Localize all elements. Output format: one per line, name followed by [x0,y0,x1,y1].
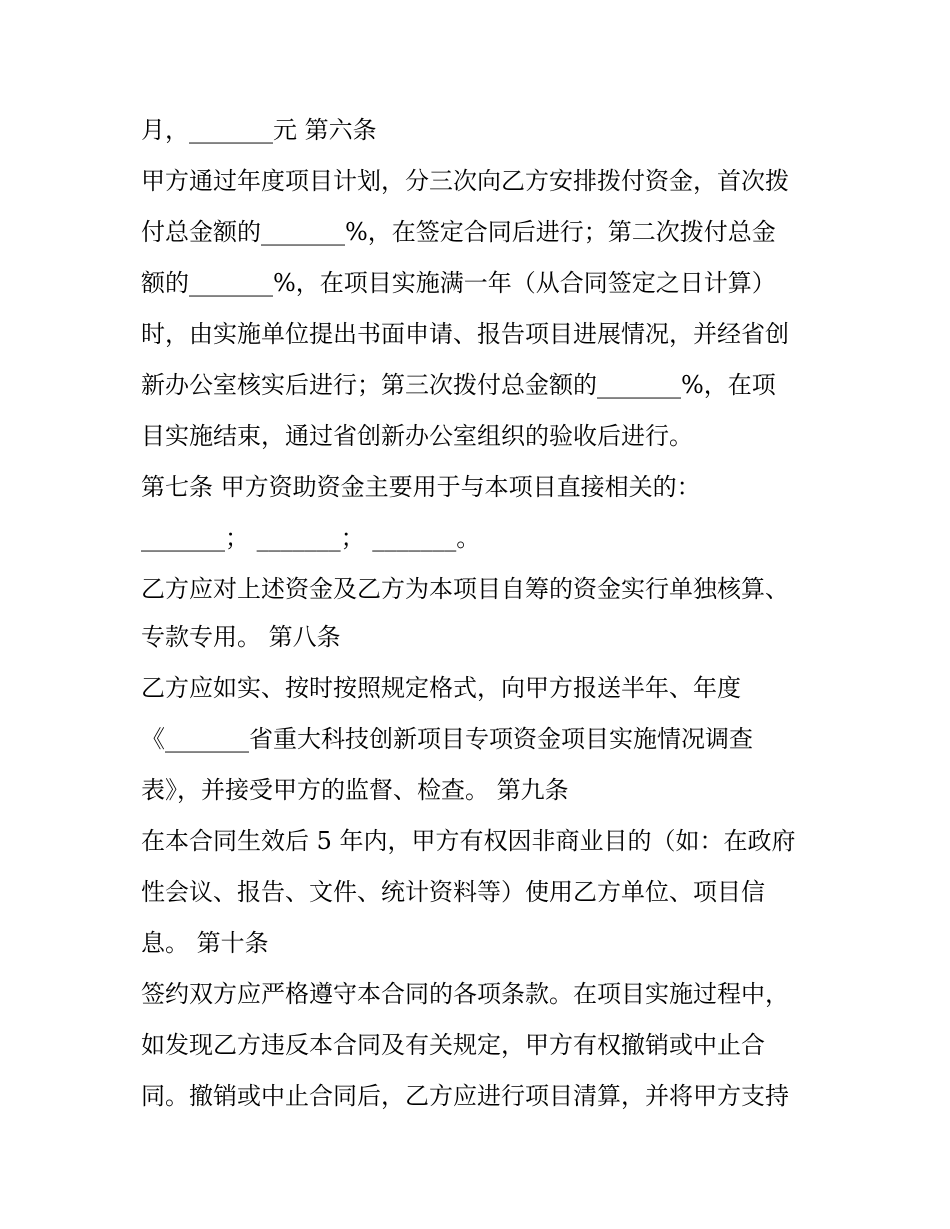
text-line: 乙方应如实、按时按照规定格式，向甲方报送半年、年度 [141,674,741,702]
text-line: 如发现乙方违反本合同及有关规定，甲方有权撤销或中止合 [141,1031,765,1059]
text-line: 新办公室核实后进行；第三次拨付总金额的_______%，在项 [141,371,776,399]
text-line: 乙方应对上述资金及乙方为本项目自筹的资金实行单独核算、 [141,575,789,603]
text-line: 签约双方应严格遵守本合同的各项条款。在项目实施过程中， [141,980,789,1008]
text-line: 专款专用。 第八条 [141,623,341,651]
text-line: 表》，并接受甲方的监督、检查。 第九条 [141,776,569,804]
text-line: 第七条 甲方资助资金主要用于与本项目直接相关的： [141,473,701,501]
text-line: 时，由实施单位提出书面申请、报告项目进展情况，并经省创 [141,320,789,348]
text-line: 同。撤销或中止合同后，乙方应进行项目清算，并将甲方支持 [141,1082,789,1110]
text-line: 《_______省重大科技创新项目专项资金项目实施情况调查 [141,725,753,753]
text-line: 付总金额的_______%，在签定合同后进行；第二次拨付总金 [141,218,776,246]
text-line: 性会议、报告、文件、统计资料等）使用乙方单位、项目信 [141,878,765,906]
text-line: 甲方通过年度项目计划，分三次向乙方安排拨付资金，首次拨 [141,167,789,195]
text-line: 目实施结束，通过省创新办公室组织的验收后进行。 [141,422,693,450]
text-line: 息。 第十条 [141,929,269,957]
text-line: 在本合同生效后 5 年内，甲方有权因非商业目的（如：在政府 [141,827,796,855]
text-line: 额的_______%，在项目实施满一年（从合同签定之日计算） [141,269,776,297]
text-line: _______； _______； _______。 [141,524,481,552]
text-line: 月，_______元 第六条 [141,116,377,144]
